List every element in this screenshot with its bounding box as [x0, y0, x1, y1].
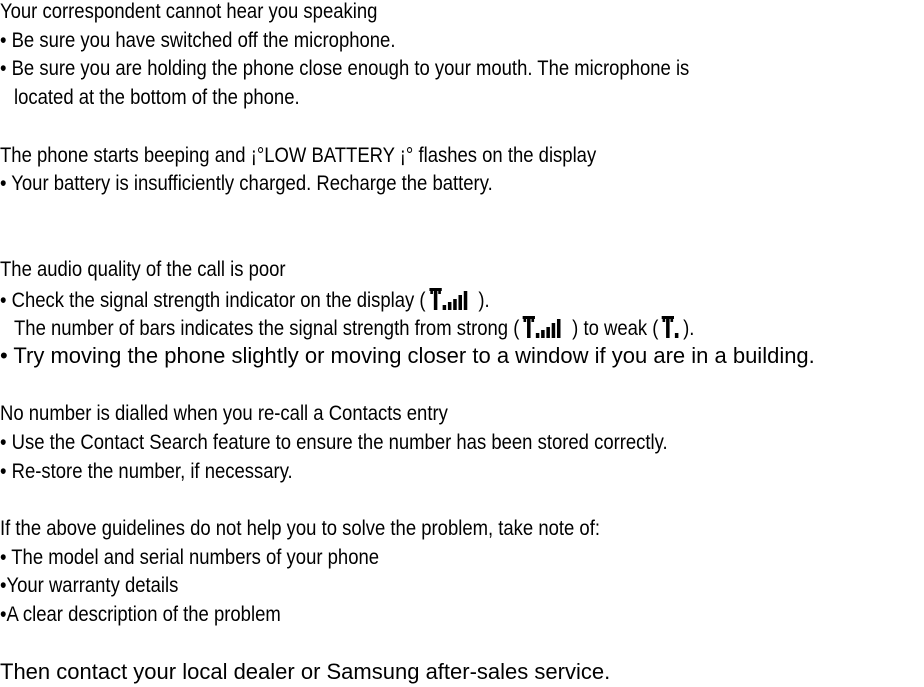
section-heading-cannot-hear: Your correspondent cannot hear you speaking	[0, 0, 378, 23]
bullet-contact-search: • Use the Contact Search feature to ensure the number has been stored correctly.	[0, 431, 668, 454]
bullet-problem-description: •A clear description of the problem	[0, 603, 281, 626]
signal-strong-icon	[427, 287, 476, 311]
section-heading-low-battery: The phone starts beeping and ¡°LOW BATTERY ¡° flashes on the display	[0, 144, 597, 167]
signal-explanation-text: The number of bars indicates the signal strength from strong (	[14, 317, 520, 340]
section-heading-audio-quality: The audio quality of the call is poor	[0, 258, 286, 281]
section-heading-further-help: If the above guidelines do not help you to solve the problem, take note of:	[0, 517, 600, 540]
signal-explanation-end: ).	[683, 317, 695, 340]
section-heading-no-number: No number is dialled when you re-call a Contacts entry	[0, 402, 448, 425]
bullet-microphone-off: • Be sure you have switched off the microphone.	[0, 29, 396, 52]
check-signal-text: • Check the signal strength indicator on the display (	[0, 289, 426, 312]
check-signal-text-end: ).	[478, 289, 490, 312]
bullet-check-signal	[0, 287, 490, 313]
bullet-warranty: •Your warranty details	[0, 574, 179, 597]
bullet-model-serial: • The model and serial numbers of your phone	[0, 546, 380, 569]
signal-explanation-middle: ) to weak (	[572, 317, 659, 340]
signal-strong-icon	[521, 315, 570, 339]
signal-bars-explanation	[14, 315, 694, 341]
bullet-microphone-location: located at the bottom of the phone.	[14, 86, 300, 109]
signal-weak-icon	[660, 315, 681, 339]
bullet-recharge-battery: • Your battery is insufficiently charged. Recharge the battery.	[0, 172, 493, 195]
bullet-restore-number: • Re-store the number, if necessary.	[0, 460, 293, 483]
closing-statement: Then contact your local dealer or Samsung after-sales service.	[0, 659, 611, 684]
bullet-move-phone: • Try moving the phone slightly or moving closer to a window if you are in a building.	[0, 343, 815, 368]
bullet-hold-phone-close: • Be sure you are holding the phone close enough to your mouth. The microphone is	[0, 57, 690, 80]
